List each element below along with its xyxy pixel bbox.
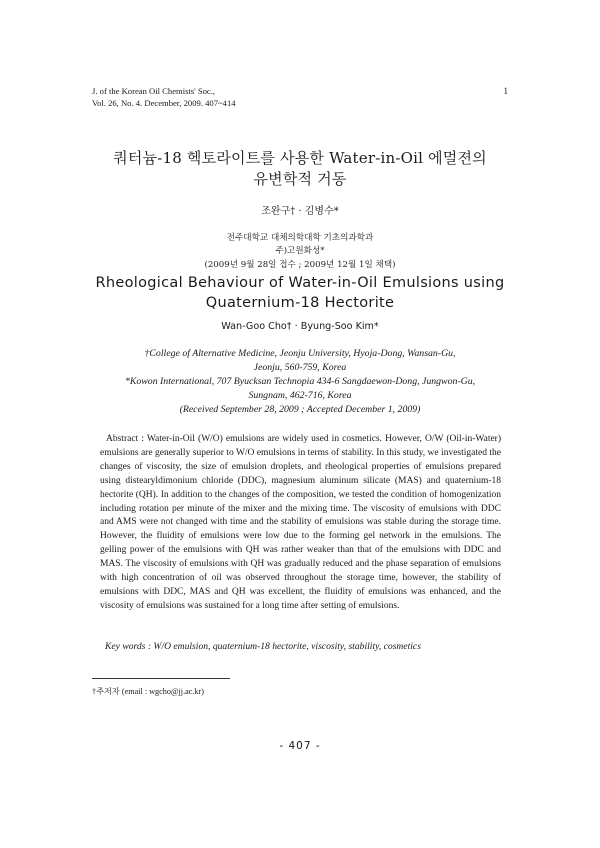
journal-header	[92, 86, 236, 109]
footnote-corresponding-author: †주저자 (email : wgcho@jj.ac.kr)	[92, 687, 204, 696]
korean-title-line2: 유변학적 거동	[253, 170, 347, 188]
abstract: Abstract : Water-in-Oil (W/O) emulsions are widely used in cosmetics. However, O/W (Oil-in-Water) emulsions are generally superior to W/O emulsions in terms of stability. In this study, we investigated the changes of viscosity, the size of emulsion droplets, and rheological properties of emulsions prepared using distearyldimonium chloride (DDC), magnesium aluminum silicate (MAS) and quaternium-18 hectorite (QH). In addition to the changes of the composition, we tested the condition of homogenization including rotation per minute of the mixer and the mixing time. The viscosity of emulsions with DDC and AMS were not changed with time and the stability of emulsions was stable during the storage time. However, the fluidity of emulsions were low due to the forming gel network in the emulsions. The gelling power of the emulsions with QH was rather weaker than that of the emulsions with DDC and MAS. The viscosity of emulsions with QH was gradually reduced and the phase separation of emulsions with high concentration of oil was observed throughout the storage time, however, the stability of emulsions with DDC, MAS and QH was excellent, the fluidity of emulsions was enhanced, and the viscosity of emulsions was sustained for a long time after setting of emulsions.	[100, 434, 501, 611]
keywords: Key words : W/O emulsion, quaternium-18 hectorite, viscosity, stability, cosmetics	[105, 641, 421, 652]
english-title-line1: Rheological Behaviour of Water-in-Oil Emulsions using	[95, 275, 505, 291]
journal-name: J. of the Korean Oil Chemists' Soc.,	[92, 86, 216, 96]
top-page-number: 1	[503, 86, 508, 96]
korean-authors: 조완구† · 김병수*	[261, 206, 339, 217]
korean-title-line1: 쿼터늄-18 헥토라이트를 사용한 Water-in-Oil 에멀젼의	[113, 149, 487, 167]
journal-volume: Vol. 26, No. 4. December, 2009. 407~414	[92, 97, 236, 108]
english-authors: Wan-Goo Cho† · Byung-Soo Kim*	[221, 321, 379, 332]
english-affiliation-2-line1: *Kowon International, 707 Byucksan Technopia 434-6 Sangdaewon-Dong, Jungwon-Gu,	[124, 376, 476, 387]
english-affiliation-2-line2: Sungnam, 462-716, Korea	[248, 390, 352, 401]
english-affiliation-1-line1: †College of Alternative Medicine, Jeonju University, Hyoja-Dong, Wansan-Gu,	[144, 348, 456, 359]
english-title-line2: Quaternium-18 Hectorite	[205, 295, 395, 311]
korean-affiliation-1: 전주대학교 대체의학대학 기초의과학과	[226, 233, 374, 243]
korean-affiliation-2: 주)고원화성*	[275, 246, 325, 256]
footnote-divider	[92, 678, 230, 679]
page-number-footer: - 407 -	[279, 740, 321, 752]
english-affiliation-1-line2: Jeonju, 560-759, Korea	[253, 362, 347, 373]
english-received-dates: (Received September 28, 2009 ; Accepted December 1, 2009)	[179, 404, 421, 415]
korean-received-dates: (2009년 9월 28일 접수 ; 2009년 12월 1일 채택)	[204, 260, 396, 270]
